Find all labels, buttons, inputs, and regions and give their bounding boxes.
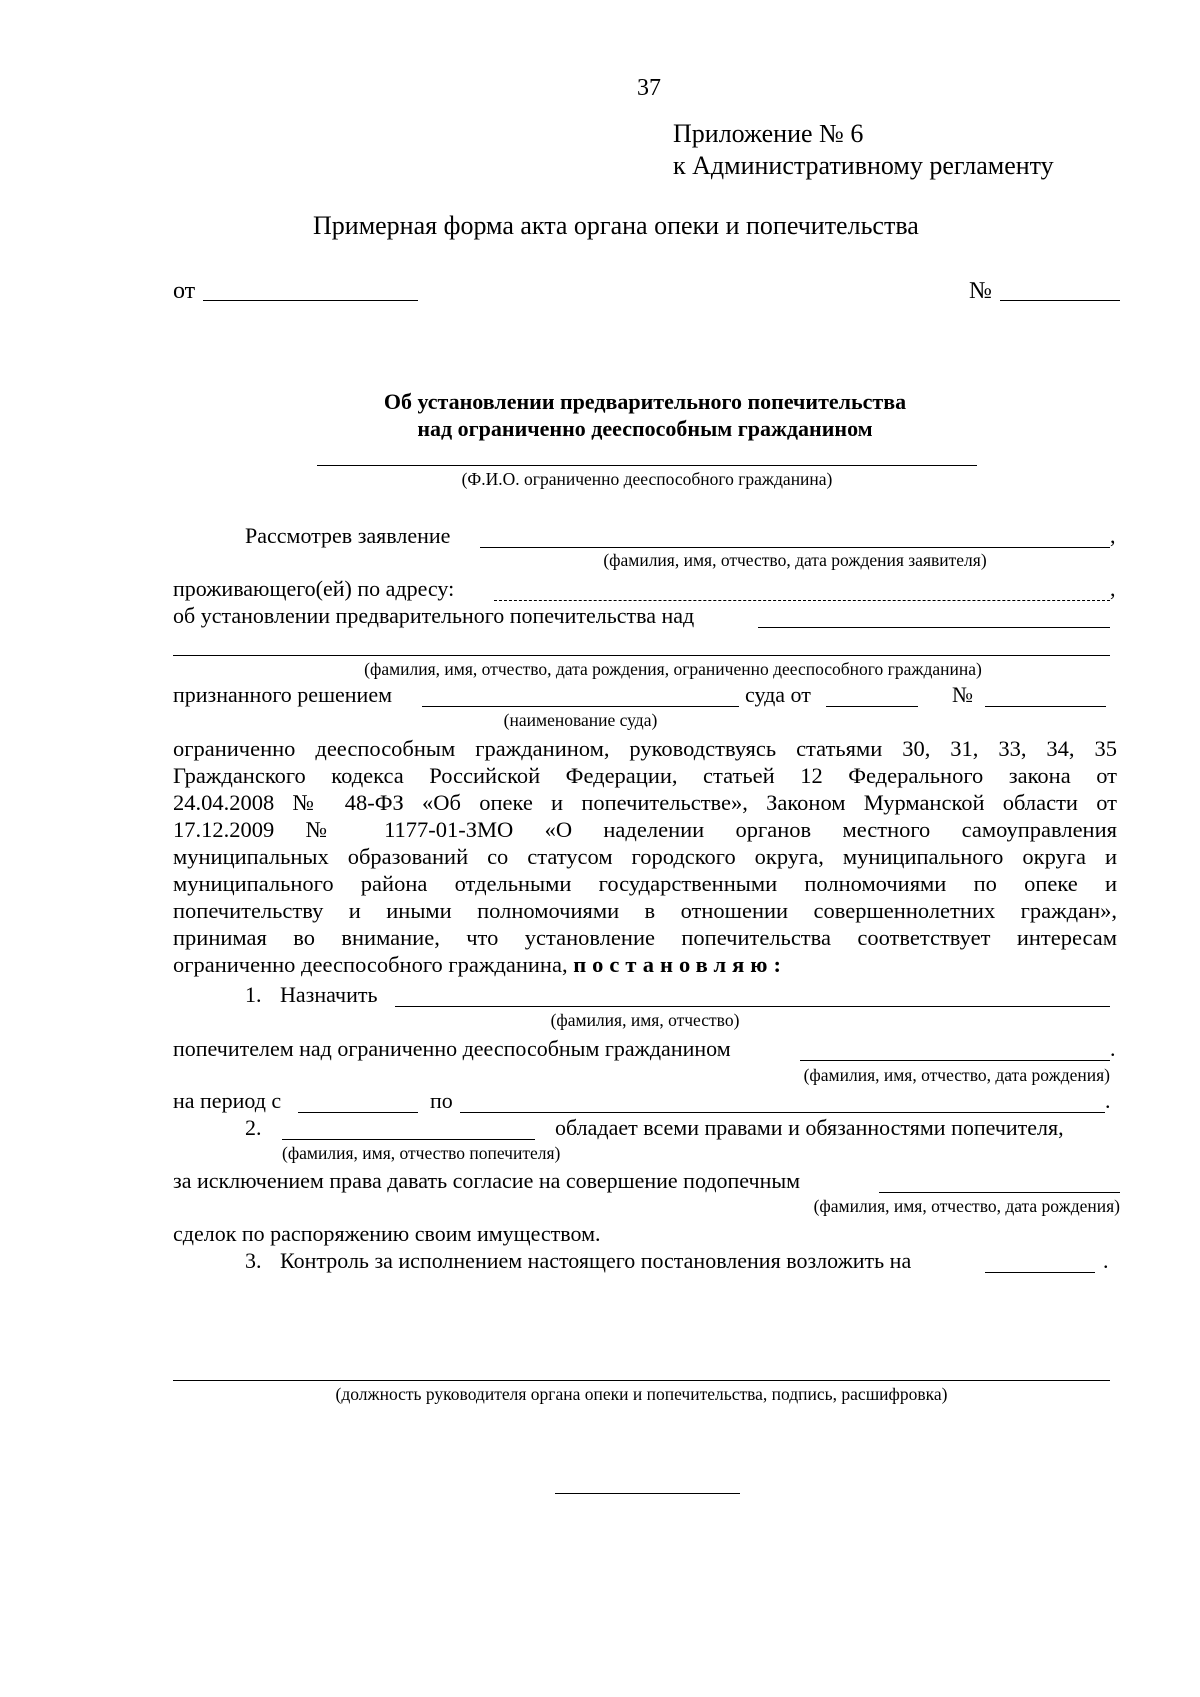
number-field[interactable] <box>1000 300 1120 301</box>
body-line-8: принимая во внимание, что установление попечительства соответствует интересам <box>173 925 1117 950</box>
body-line-2: Гражданского кодекса Российской Федерации, статьей 12 Федерального закона от <box>173 763 1117 788</box>
establishing-label: об установлении предварительного попечительства над <box>173 603 695 628</box>
number-label: № <box>969 278 992 304</box>
court-date-field[interactable] <box>826 706 918 707</box>
control-field[interactable] <box>985 1272 1095 1273</box>
item-3-text: Контроль за исполнением настоящего постановления возложить на <box>280 1248 912 1273</box>
item-2-text: обладает всеми правами и обязанностями попечителя, <box>555 1115 1064 1140</box>
applicant-field[interactable] <box>480 547 1110 548</box>
act-title-line-2: над ограниченно дееспособным гражданином <box>417 416 873 441</box>
court-number-label: № <box>952 682 973 707</box>
caption-court-name: (наименование суда) <box>503 710 658 730</box>
item-2-number: 2. <box>245 1115 262 1140</box>
item-1-number: 1. <box>245 982 262 1007</box>
caption-fio: (фамилия, имя, отчество) <box>550 1010 740 1030</box>
court-number-field[interactable] <box>985 706 1106 707</box>
caption-guardian: (фамилия, имя, отчество попечителя) <box>282 1143 561 1163</box>
period-to-label: по <box>430 1088 453 1113</box>
item-1-text: Назначить <box>280 982 378 1007</box>
guardian-over-label: попечителем над ограниченно дееспособным гражданином <box>173 1036 731 1061</box>
from-label: от <box>173 278 196 304</box>
considered-label: Рассмотрев заявление <box>245 523 451 548</box>
body-line-7: попечительству и иными полномочиями в отношении совершеннолетних граждан», <box>173 898 1117 923</box>
last-line-prefix: ограниченно дееспособного гражданина, <box>173 952 568 977</box>
signature-field[interactable] <box>173 1380 1110 1381</box>
closing-divider <box>555 1493 740 1494</box>
period-end-field[interactable] <box>460 1112 1105 1113</box>
body-line-3: 24.04.2008 № 48-ФЗ «Об опеке и попечительстве», Законом Мурманской области от <box>173 790 1117 815</box>
date-field[interactable] <box>203 300 418 301</box>
comma-1: , <box>1110 523 1116 548</box>
period-start-field[interactable] <box>298 1112 418 1113</box>
period-1: . <box>1110 1036 1116 1061</box>
recognized-label: признанного решением <box>173 682 393 707</box>
court-field[interactable] <box>422 706 739 707</box>
period-from-label: на период с <box>173 1088 282 1113</box>
appendix-line-1: Приложение № 6 <box>673 119 864 148</box>
decree-word: постановляю: <box>573 952 787 977</box>
item-3-number: 3. <box>245 1248 262 1273</box>
period-2: . <box>1105 1088 1111 1113</box>
body-line-9 <box>173 951 787 978</box>
address-field[interactable] <box>494 600 1110 601</box>
citizen-fio-field[interactable] <box>317 465 977 466</box>
act-title-line-1: Об установлении предварительного попечительства <box>383 389 907 414</box>
caption-applicant: (фамилия, имя, отчество, дата рождения заявителя) <box>603 550 987 570</box>
body-line-4: 17.12.2009 № 1177-01-ЗМО «О наделении органов местного самоуправления <box>173 817 1117 842</box>
caption-fio-birth-1: (фамилия, имя, отчество, дата рождения) <box>803 1065 1110 1085</box>
period-3: . <box>1103 1248 1109 1273</box>
property-label: сделок по распоряжению своим имуществом. <box>173 1221 601 1246</box>
citizen-full-field[interactable] <box>173 655 1110 656</box>
comma-2: , <box>1110 576 1116 601</box>
over-citizen-field[interactable] <box>758 627 1110 628</box>
residing-label: проживающего(ей) по адресу: <box>173 576 455 601</box>
appointee-field[interactable] <box>395 1006 1110 1007</box>
caption-fio-birth-2: (фамилия, имя, отчество, дата рождения) <box>813 1196 1120 1216</box>
guardian-field[interactable] <box>282 1139 535 1140</box>
caption-citizen-fio: (Ф.И.О. ограниченно дееспособного гражданина) <box>461 469 833 489</box>
ward-field[interactable] <box>800 1060 1110 1061</box>
page-number: 37 <box>637 75 661 101</box>
caption-signature: (должность руководителя органа опеки и попечительства, подпись, расшифровка) <box>335 1384 948 1404</box>
form-title: Примерная форма акта органа опеки и попечительства <box>313 211 919 240</box>
body-line-1: ограниченно дееспособным гражданином, руководствуясь статьями 30, 31, 33, 34, 35 <box>173 736 1117 761</box>
ward-field-2[interactable] <box>879 1192 1120 1193</box>
body-line-5: муниципальных образований со статусом городского округа, муниципального округа и <box>173 844 1117 869</box>
court-from-label: суда от <box>745 682 811 707</box>
caption-citizen-full: (фамилия, имя, отчество, дата рождения, ограниченно дееспособного гражданина) <box>364 659 982 679</box>
except-label: за исключением права давать согласие на совершение подопечным <box>173 1168 801 1193</box>
body-line-6: муниципального района отдельными государственными полномочиями по опеке и <box>173 871 1117 896</box>
appendix-line-2: к Административному регламенту <box>673 151 1054 180</box>
